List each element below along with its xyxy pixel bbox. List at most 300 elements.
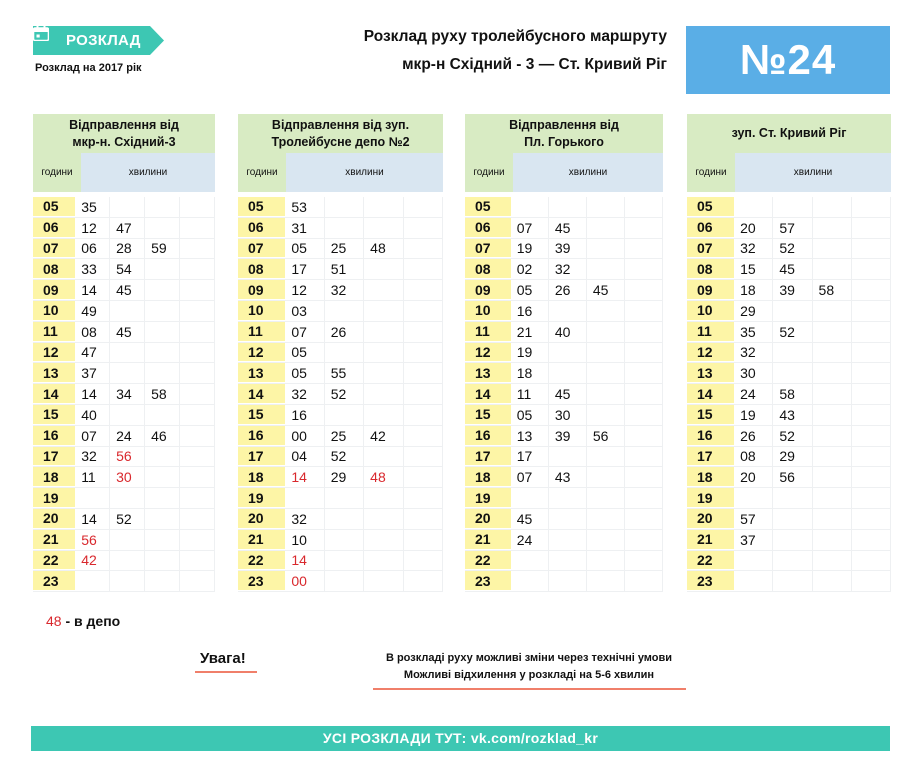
minute-cell: 58 (145, 384, 180, 404)
minute-cell (364, 384, 403, 404)
minute-cell: 02 (511, 259, 549, 279)
timetable-4 (687, 114, 891, 592)
table-row (238, 218, 443, 239)
table-row (33, 301, 215, 322)
minute-cell: 05 (511, 405, 549, 425)
hour-cell: 15 (465, 405, 511, 425)
minute-cell: 55 (325, 363, 364, 383)
hour-cell: 12 (465, 343, 511, 363)
minute-cell: 32 (734, 343, 773, 363)
minute-cell (549, 363, 587, 383)
minute-cell (625, 301, 663, 321)
minute-cell (813, 509, 852, 529)
minute-cell (180, 363, 215, 383)
minute-cell (145, 488, 180, 508)
table-row (33, 239, 215, 260)
table-row (687, 447, 891, 468)
hour-cell: 19 (238, 488, 285, 508)
minute-cell: 10 (285, 530, 324, 550)
minute-cell (587, 259, 625, 279)
table-row (238, 259, 443, 280)
minute-cell: 52 (325, 384, 364, 404)
minute-cell (773, 571, 812, 591)
minute-cell: 29 (734, 301, 773, 321)
calendar-icon (33, 26, 49, 41)
minute-cell (404, 488, 443, 508)
minute-cell: 05 (285, 363, 324, 383)
minute-cell: 24 (110, 426, 145, 446)
minute-cell (364, 301, 403, 321)
minute-cell: 14 (75, 384, 110, 404)
minute-cell (180, 322, 215, 342)
minute-cell: 30 (734, 363, 773, 383)
timetable-1 (33, 114, 215, 592)
table-row (687, 218, 891, 239)
hour-cell: 09 (465, 280, 511, 300)
table-row (687, 343, 891, 364)
minute-cell (773, 551, 812, 571)
table-row (465, 405, 663, 426)
table-row (238, 301, 443, 322)
minute-cell (110, 488, 145, 508)
hour-cell: 08 (687, 259, 734, 279)
minute-cell: 16 (285, 405, 324, 425)
minute-cell (325, 405, 364, 425)
minute-cell: 32 (75, 447, 110, 467)
minute-cell: 57 (773, 218, 812, 238)
hour-cell: 16 (465, 426, 511, 446)
hour-cell: 11 (238, 322, 285, 342)
timetable-3 (465, 114, 663, 592)
hour-cell: 17 (238, 447, 285, 467)
minute-cell (587, 239, 625, 259)
hour-cell: 18 (465, 467, 511, 487)
minute-cell (852, 197, 891, 217)
minute-cell: 17 (285, 259, 324, 279)
minute-cell (852, 384, 891, 404)
minute-cell (549, 301, 587, 321)
minute-cell: 39 (773, 280, 812, 300)
minute-cell (180, 239, 215, 259)
minute-cell (404, 197, 443, 217)
minute-cell (852, 218, 891, 238)
hour-cell: 12 (687, 343, 734, 363)
minute-cell (773, 530, 812, 550)
hours-column-label: години (33, 153, 81, 192)
minute-cell (145, 467, 180, 487)
minute-cell (773, 301, 812, 321)
minute-cell (145, 447, 180, 467)
hour-cell: 16 (687, 426, 734, 446)
minute-cell: 53 (285, 197, 324, 217)
minute-cell: 07 (285, 322, 324, 342)
table-row (33, 363, 215, 384)
minute-cell: 45 (549, 384, 587, 404)
hour-cell: 11 (465, 322, 511, 342)
minute-cell (110, 530, 145, 550)
minute-cell (852, 509, 891, 529)
minute-cell (325, 530, 364, 550)
hour-cell: 13 (465, 363, 511, 383)
minute-cell: 30 (110, 467, 145, 487)
table-row (33, 405, 215, 426)
hour-cell: 20 (687, 509, 734, 529)
minute-cell: 39 (549, 239, 587, 259)
hour-cell: 21 (465, 530, 511, 550)
table-row (465, 259, 663, 280)
minute-cell (587, 343, 625, 363)
minute-cell (180, 488, 215, 508)
minute-cell (325, 343, 364, 363)
table-row (238, 467, 443, 488)
timetable-2 (238, 114, 443, 592)
table-row (465, 384, 663, 405)
minute-cell (404, 467, 443, 487)
minute-cell: 29 (325, 467, 364, 487)
hour-cell: 07 (687, 239, 734, 259)
minute-cell: 14 (75, 280, 110, 300)
minute-cell: 25 (325, 426, 364, 446)
minute-cell (549, 571, 587, 591)
minute-cell (813, 467, 852, 487)
minute-cell (813, 426, 852, 446)
minute-cell (180, 467, 215, 487)
minute-cell (110, 405, 145, 425)
table-row (238, 530, 443, 551)
minute-cell: 32 (285, 384, 324, 404)
minute-cell (852, 426, 891, 446)
table-row (687, 571, 891, 592)
legend-text: - в депо (65, 613, 121, 629)
timetable-header (33, 114, 215, 153)
minute-cell: 43 (549, 467, 587, 487)
minute-cell (110, 343, 145, 363)
hour-cell: 17 (33, 447, 75, 467)
minute-cell: 32 (285, 509, 324, 529)
minute-cell: 13 (511, 426, 549, 446)
table-row (465, 301, 663, 322)
minute-cell (734, 488, 773, 508)
minute-cell (145, 280, 180, 300)
hour-cell: 10 (238, 301, 285, 321)
table-row (238, 571, 443, 592)
table-row (33, 426, 215, 447)
table-row (33, 488, 215, 509)
table-row (687, 301, 891, 322)
table-row (465, 426, 663, 447)
timetable-header-line-1: Відправлення від зуп. (271, 118, 410, 132)
minute-cell (404, 530, 443, 550)
table-row (687, 280, 891, 301)
hour-cell: 05 (33, 197, 75, 217)
hour-cell: 10 (33, 301, 75, 321)
table-row (238, 197, 443, 218)
minute-cell (625, 405, 663, 425)
table-row (33, 322, 215, 343)
minute-cell (364, 197, 403, 217)
table-row (238, 280, 443, 301)
minute-cell (404, 426, 443, 446)
brand-label: РОЗКЛАД (66, 32, 141, 49)
minute-cell: 58 (813, 280, 852, 300)
minute-cell (813, 488, 852, 508)
hour-cell: 09 (687, 280, 734, 300)
minute-cell (404, 259, 443, 279)
minute-cell (364, 363, 403, 383)
minute-cell (625, 509, 663, 529)
minute-cell: 11 (75, 467, 110, 487)
hour-cell: 20 (238, 509, 285, 529)
minute-cell: 15 (734, 259, 773, 279)
minute-cell (145, 322, 180, 342)
table-row (33, 571, 215, 592)
hour-cell: 06 (238, 218, 285, 238)
minute-cell (404, 322, 443, 342)
minute-cell (813, 301, 852, 321)
hour-cell: 18 (33, 467, 75, 487)
minute-cell (813, 197, 852, 217)
minute-cell (813, 218, 852, 238)
minute-cell (325, 301, 364, 321)
minute-cell (285, 488, 324, 508)
table-row (238, 363, 443, 384)
minute-cell (625, 467, 663, 487)
minute-cell: 08 (75, 322, 110, 342)
hour-cell: 18 (238, 467, 285, 487)
hour-cell: 10 (465, 301, 511, 321)
route-number: №24 (739, 36, 837, 83)
minute-cell (852, 301, 891, 321)
minute-cell: 24 (511, 530, 549, 550)
minute-cell (364, 405, 403, 425)
minute-cell (625, 218, 663, 238)
hour-cell: 21 (687, 530, 734, 550)
table-row (33, 447, 215, 468)
table-row (33, 218, 215, 239)
minute-cell: 59 (145, 239, 180, 259)
minute-cell: 08 (734, 447, 773, 467)
minute-cell (813, 363, 852, 383)
minute-cell (549, 530, 587, 550)
minute-cell (364, 343, 403, 363)
minute-cell: 48 (364, 467, 403, 487)
minute-cell (587, 488, 625, 508)
minute-cell: 35 (75, 197, 110, 217)
minute-cell: 56 (587, 426, 625, 446)
table-row (465, 363, 663, 384)
minute-cell: 37 (75, 363, 110, 383)
hour-cell: 15 (33, 405, 75, 425)
minute-cell (813, 384, 852, 404)
minute-cell: 04 (285, 447, 324, 467)
minute-cell (110, 551, 145, 571)
minute-cell (852, 530, 891, 550)
minute-cell: 52 (110, 509, 145, 529)
hour-cell: 17 (687, 447, 734, 467)
minute-cell (773, 343, 812, 363)
minute-cell (625, 426, 663, 446)
minute-cell: 49 (75, 301, 110, 321)
minute-cell (549, 509, 587, 529)
footer-banner[interactable]: УСІ РОЗКЛАДИ ТУТ: vk.com/rozklad_kr (31, 726, 890, 751)
minute-cell (625, 343, 663, 363)
hour-cell: 09 (238, 280, 285, 300)
minute-cell (587, 363, 625, 383)
hours-column-label: години (465, 153, 513, 192)
minute-cell: 26 (325, 322, 364, 342)
minute-cell (813, 343, 852, 363)
minute-cell: 19 (511, 239, 549, 259)
minute-cell: 00 (285, 571, 324, 591)
minute-cell: 34 (110, 384, 145, 404)
minute-cell (145, 509, 180, 529)
minute-cell (852, 363, 891, 383)
hour-cell: 13 (33, 363, 75, 383)
minute-cell: 18 (734, 280, 773, 300)
hour-cell: 12 (33, 343, 75, 363)
hour-cell: 08 (465, 259, 511, 279)
minute-cell (364, 447, 403, 467)
minute-cell: 56 (110, 447, 145, 467)
minute-cell (625, 488, 663, 508)
minute-cell: 48 (364, 239, 403, 259)
minute-cell (773, 197, 812, 217)
minute-cell: 12 (75, 218, 110, 238)
table-row (687, 467, 891, 488)
minute-cell: 18 (511, 363, 549, 383)
hour-cell: 07 (238, 239, 285, 259)
table-row (687, 551, 891, 572)
minute-cell: 12 (285, 280, 324, 300)
minute-cell (587, 551, 625, 571)
table-row (687, 426, 891, 447)
timetable-header (687, 114, 891, 153)
hour-cell: 20 (465, 509, 511, 529)
minute-cell (325, 571, 364, 591)
table-row (238, 426, 443, 447)
table-row (33, 509, 215, 530)
minute-cell: 45 (773, 259, 812, 279)
minute-cell (404, 239, 443, 259)
hours-column-label: години (238, 153, 286, 192)
timetable-header-line-1: зуп. Ст. Кривий Ріг (731, 126, 847, 140)
minute-cell (549, 488, 587, 508)
minute-cell (587, 447, 625, 467)
column-labels (687, 153, 891, 192)
route-number-badge (686, 26, 890, 94)
minute-cell (549, 343, 587, 363)
warning-note-1: В розкладі руху можливі зміни через технічні умови (385, 652, 673, 664)
table-row (33, 467, 215, 488)
table-row (465, 343, 663, 364)
minute-cell: 42 (364, 426, 403, 446)
minute-cell (813, 322, 852, 342)
minute-cell (180, 280, 215, 300)
minute-cell (145, 551, 180, 571)
minute-cell (852, 488, 891, 508)
minute-cell: 31 (285, 218, 324, 238)
minute-cell: 45 (110, 280, 145, 300)
minute-cell (180, 426, 215, 446)
table-row (465, 447, 663, 468)
minute-cell (773, 509, 812, 529)
minute-cell: 37 (734, 530, 773, 550)
minute-cell: 05 (285, 343, 324, 363)
minute-cell (145, 363, 180, 383)
minute-cell: 00 (285, 426, 324, 446)
minute-cell (404, 301, 443, 321)
minute-cell (625, 530, 663, 550)
minute-cell (110, 301, 145, 321)
table-row (465, 280, 663, 301)
minute-cell (625, 280, 663, 300)
timetable-header (238, 114, 443, 153)
table-row (238, 447, 443, 468)
hour-cell: 16 (33, 426, 75, 446)
table-row (687, 384, 891, 405)
hour-cell: 20 (33, 509, 75, 529)
hour-cell: 22 (687, 551, 734, 571)
minute-cell (404, 447, 443, 467)
minute-cell (734, 571, 773, 591)
hour-cell: 16 (238, 426, 285, 446)
minute-cell (75, 571, 110, 591)
minute-cell (180, 301, 215, 321)
minute-cell (145, 259, 180, 279)
minute-cell (625, 259, 663, 279)
hour-cell: 17 (465, 447, 511, 467)
minute-cell: 32 (549, 259, 587, 279)
table-row (465, 571, 663, 592)
table-row (465, 322, 663, 343)
hour-cell: 08 (238, 259, 285, 279)
minute-cell: 19 (734, 405, 773, 425)
minute-cell (587, 405, 625, 425)
hour-cell: 05 (687, 197, 734, 217)
minute-cell (404, 280, 443, 300)
table-row (687, 259, 891, 280)
minute-cell: 43 (773, 405, 812, 425)
table-row (238, 322, 443, 343)
minute-cell (625, 322, 663, 342)
hour-cell: 19 (465, 488, 511, 508)
minute-cell (145, 530, 180, 550)
table-row (465, 218, 663, 239)
minute-cell: 21 (511, 322, 549, 342)
minute-cell (145, 218, 180, 238)
minute-cell (110, 363, 145, 383)
hour-cell: 14 (238, 384, 285, 404)
minutes-column-label: хвилини (286, 153, 443, 192)
minute-cell (813, 571, 852, 591)
hour-cell: 15 (687, 405, 734, 425)
minute-cell: 20 (734, 218, 773, 238)
hour-cell: 09 (33, 280, 75, 300)
minute-cell: 35 (734, 322, 773, 342)
minute-cell (180, 218, 215, 238)
hour-cell: 11 (687, 322, 734, 342)
table-row (465, 488, 663, 509)
hour-cell: 23 (687, 571, 734, 591)
minute-cell (852, 405, 891, 425)
hour-cell: 22 (238, 551, 285, 571)
minute-cell (511, 197, 549, 217)
minute-cell (145, 197, 180, 217)
minute-cell (404, 551, 443, 571)
table-row (465, 551, 663, 572)
table-row (238, 488, 443, 509)
table-row (465, 239, 663, 260)
